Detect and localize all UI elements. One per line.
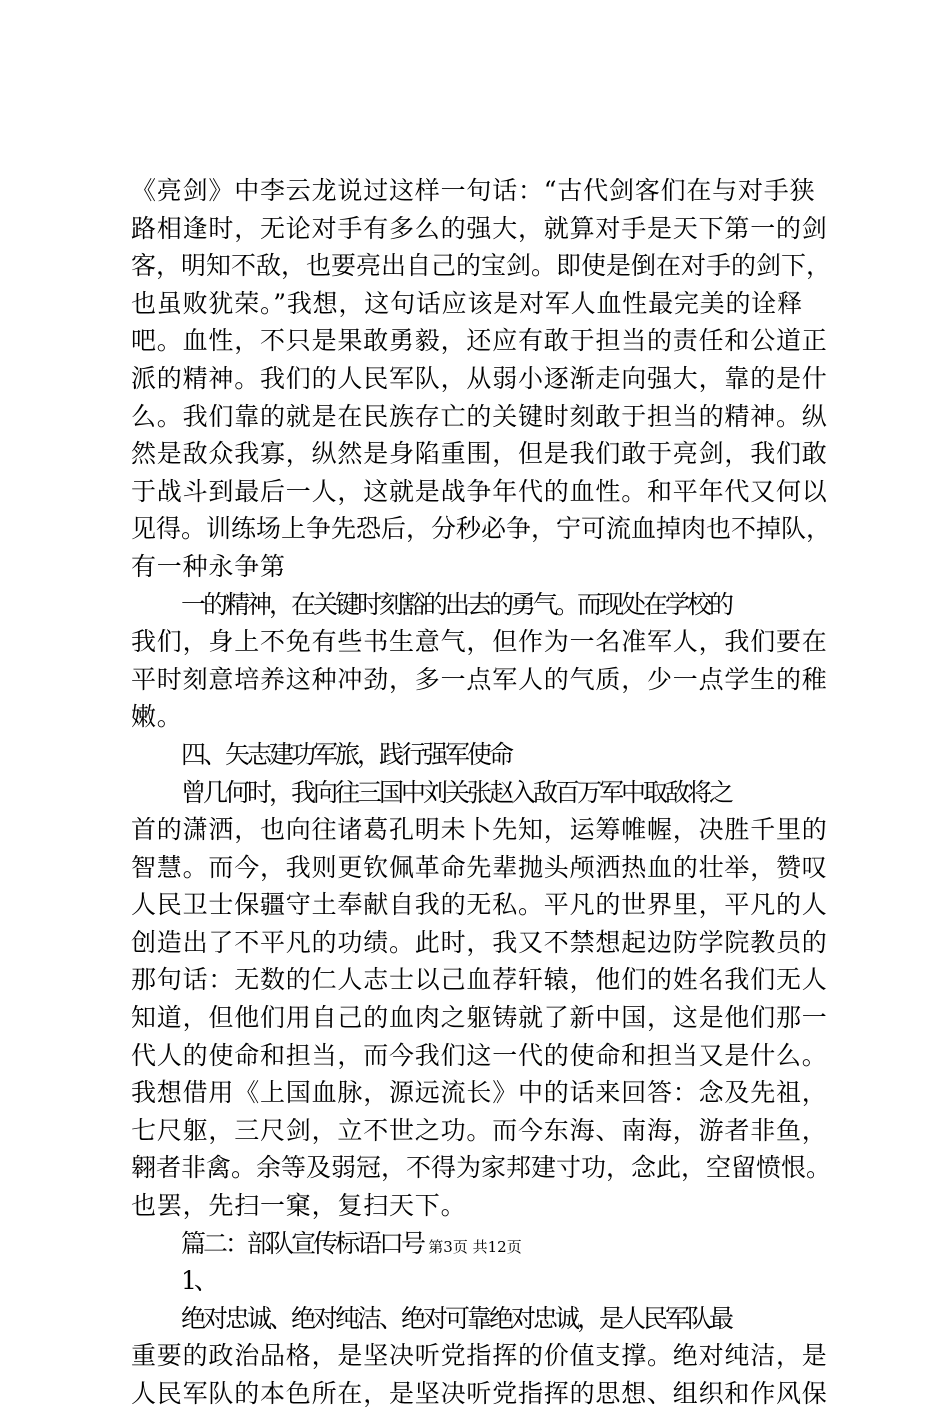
text-line: 有一种永争第 — [131, 551, 286, 581]
text-line: 翱者非禽。余等及弱冠，不得为家邦建寸功，念此，空留愤恨。 — [131, 1153, 832, 1183]
text-line: 路相逢时，无论对手有多么的强大，就算对手是天下第一的剑 — [131, 213, 828, 243]
text-line: 1、 — [181, 1266, 216, 1296]
document-body — [131, 172, 831, 1413]
text-line: 吧。血性，不只是果敢勇毅，还应有敢于担当的责任和公道正 — [131, 326, 828, 356]
text-line: 客，明知不敌，也要亮出自己的宝剑。即使是倒在对手的剑下， — [131, 251, 832, 281]
text-line: 然是敌众我寡，纵然是身陷重围，但是我们敢于亮剑，我们敢 — [131, 439, 828, 469]
text-line: 么。我们靠的就是在民族存亡的关键时刻敢于担当的精神。纵 — [131, 401, 828, 431]
text-line: 一的精神，在关键时刻豁的出去的勇气。而现处在学校的 — [181, 589, 732, 619]
text-line: 也虽败犹荣。”我想，这句话应该是对军人血性最完美的诠释 — [131, 288, 803, 318]
text-line: 平时刻意培养这种冲劲，多一点军人的气质，少一点学生的稚 — [131, 664, 828, 694]
text-line: 重要的政治品格，是坚决听党指挥的价值支撑。绝对纯洁，是 — [131, 1341, 828, 1371]
text-line: 绝对忠诚、绝对纯洁、绝对可靠绝对忠诚，是人民军队最 — [181, 1303, 732, 1333]
text-line: 人民军队的本色所在，是坚决听党指挥的思想、组织和作风保 — [131, 1379, 828, 1408]
text-line: 于战斗到最后一人，这就是战争年代的血性。和平年代又何以 — [131, 476, 828, 506]
text-line: 四、矢志建功军旅，践行强军使命 — [181, 739, 512, 769]
text-line: 智慧。而今，我则更钦佩革命先辈抛头颅洒热血的壮举，赞叹 — [131, 852, 828, 882]
text-line: 知道，但他们用自己的血肉之躯铸就了新中国，这是他们那一 — [131, 1003, 828, 1033]
text-line: 人民卫士保疆守土奉献自我的无私。平凡的世界里，平凡的人 — [131, 890, 828, 920]
text-line: 嫩。 — [131, 702, 183, 732]
text-line: 《亮剑》中李云龙说过这样一句话：“古代剑客们在与对手狭 — [131, 176, 816, 205]
text-line: 首的潇洒，也向往诸葛孔明未卜先知，运筹帷幄，决胜千里的 — [131, 815, 828, 845]
text-line: 也罢，先扫一窠，复扫天下。 — [131, 1191, 467, 1221]
text-line: 我想借用《上国血脉，源远流长》中的话来回答：念及先祖， — [131, 1078, 828, 1108]
text-line: 代人的使命和担当，而今我们这一代的使命和担当又是什么。 — [131, 1040, 828, 1070]
text-line: 篇二：部队宣传标语口号 — [181, 1228, 424, 1258]
text-line: 曾几何时，我向往三国中刘关张赵入敌百万军中取敌将之 — [181, 777, 732, 807]
text-line: 我们，身上不免有些书生意气，但作为一名准军人，我们要在 — [131, 627, 828, 657]
text-line: 那句话：无数的仁人志士以己血荐轩辕，他们的姓名我们无人 — [131, 965, 828, 995]
text-line: 见得。训练场上争先恐后，分秒必争，宁可流血掉肉也不掉队， — [131, 514, 832, 544]
text-line: 创造出了不平凡的功绩。此时，我又不禁想起边防学院教员的 — [131, 927, 828, 957]
page-footer: 第3页 共12页 — [428, 1238, 522, 1256]
text-line: 七尺躯，三尺剑，立不世之功。而今东海、南海，游者非鱼， — [131, 1115, 828, 1145]
text-line: 派的精神。我们的人民军队，从弱小逐渐走向强大，靠的是什 — [131, 363, 828, 393]
